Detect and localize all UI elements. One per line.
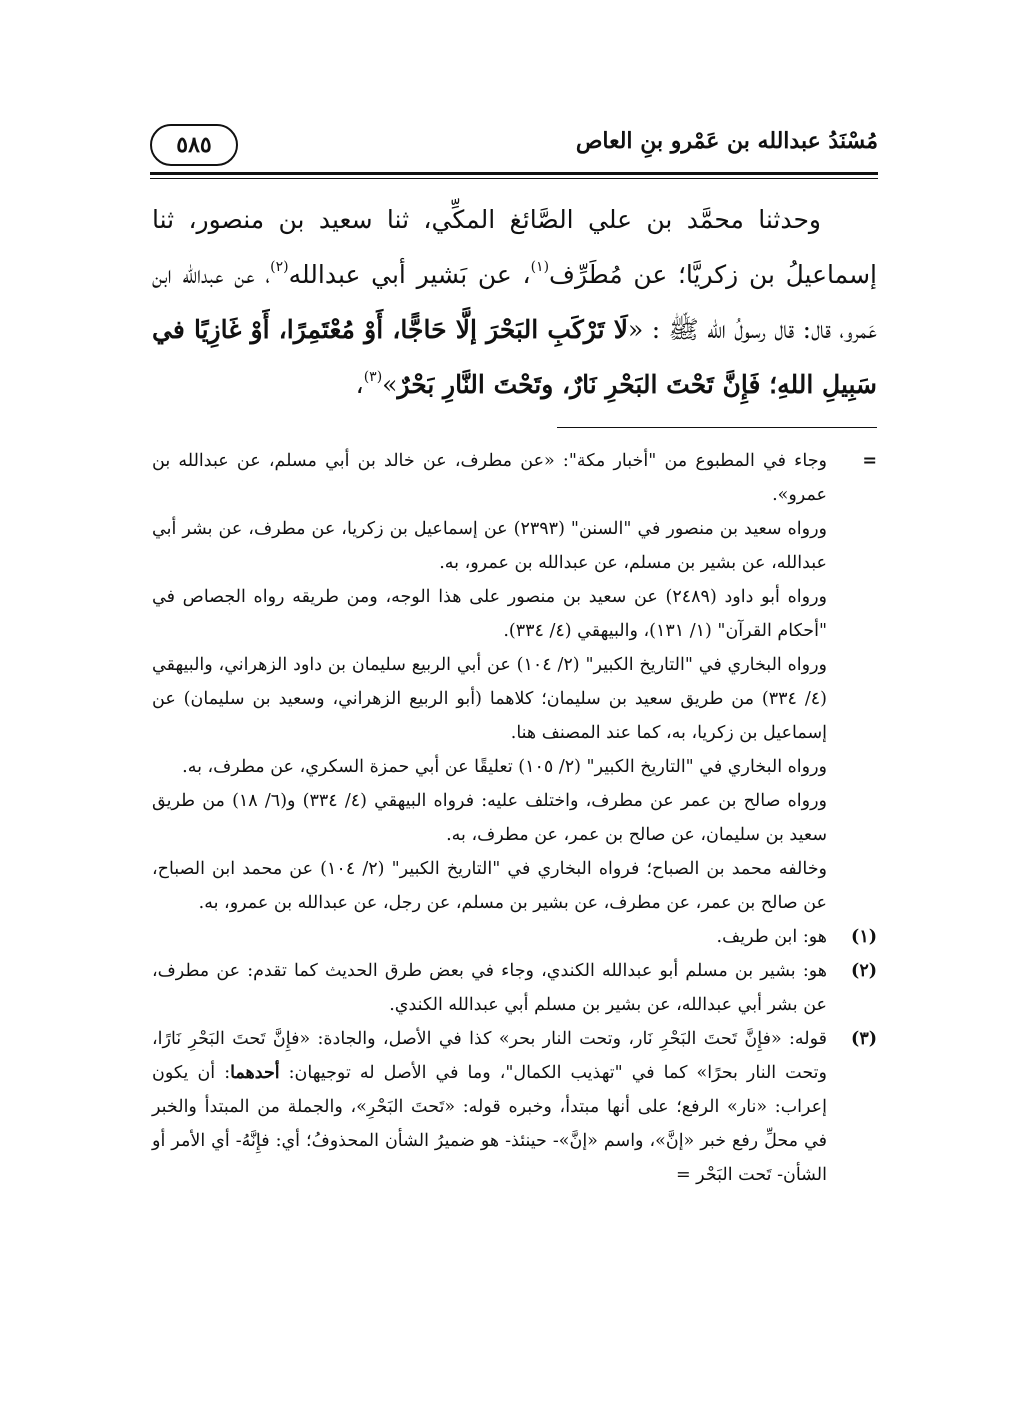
continuation-marker: =: [862, 451, 877, 471]
footnote-text-part-a: قوله: «فإِنَّ تَحتَ البَحْرِ نَار، وتحت النار بحر» كذا في الأصل، والجادة: «فإِنَّ تَحتَ البَحْرِ نَارًا، وتحت النار بحرًا» كما في "تهذيب الكمال"، وما في الأصل له توجيهان:: [152, 1029, 827, 1083]
footnote-ref-3: (٣): [363, 369, 383, 385]
continuation-paragraph: وخالفه محمد بن الصباح؛ فرواه البخاري في "التاريخ الكبير" (٢/ ١٠٤) عن محمد ابن الصباح، عن صالح بن عمر، عن مطرف، عن بشير بن مسلم، عن رجل، عن عبدالله بن عمرو، به.: [152, 859, 827, 913]
footnote-marker: (١): [851, 927, 877, 947]
footnote-text: [152, 1022, 827, 1192]
footnote-ref-2: (٢): [270, 259, 289, 275]
footnote-1: [152, 920, 877, 954]
footnote-text: هو: ابن طريف.: [716, 927, 827, 947]
main-text-part-1: وحدثنا محمَّد بن علي الصَّائغ المكِّي، ثنا سعيد بن منصور، ثنا إسماعيلُ بن زكريَّا؛ عن مُطَرِّف: [152, 205, 877, 289]
footnote-marker: (٢): [851, 961, 877, 981]
continuation-paragraph: ورواه البخاري في "التاريخ الكبير" (٢/ ١٠٤) عن أبي الربيع سليمان بن داود الزهراني، والبيهقي (٤/ ٣٣٤) من طريق سعيد بن سليمان؛ كلاهما (أبو الربيع الزهراني، وسعيد بن سليمان) عن إسماعيل بن زكريا، به، كما عند المصنف هنا.: [152, 655, 827, 743]
hadith-text: لَا تَرْكَبِ البَحْرَ إلَّا حَاجًّا، أَوْ مُعْتَمِرًا، أَوْ غَازِيًا في سَبِيلِ اللهِ؛ فَإِنَّ تَحْتَ البَحْرِ نَارٌ، وتَحْتَ النَّارِ بَحْرٌ: [152, 315, 877, 399]
continuation-body: [152, 444, 827, 920]
continuation-paragraph: ورواه سعيد بن منصور في "السنن" (٢٣٩٣) عن إسماعيل بن زكريا، عن مطرف، عن بشر أبي عبدالله، عن بشير بن مسلم، عن عبدالله بن عمرو، به.: [152, 519, 827, 573]
page-number: ٥٨٥: [150, 124, 238, 166]
running-title: مُسْنَدُ عبدالله بن عَمْرو بنِ العاص: [575, 128, 878, 154]
main-text-part-3: ، عن عبدالله ابن عَمرو، قال: قال رسولُ الله ﷺ : «: [152, 260, 877, 344]
main-text-part-4: ،: [355, 370, 364, 399]
footnote-ref-1: (١): [530, 259, 550, 275]
continuation-paragraph: ورواه البخاري في "التاريخ الكبير" (٢/ ١٠٥) تعليقًا عن أبي حمزة السكري، عن مطرف، به.: [182, 757, 827, 777]
footnote-continuation: [152, 444, 877, 920]
footnote-text: هو: بشير بن مسلم أبو عبدالله الكندي، وجاء في بعض طرق الحديث كما تقدم: عن مطرف، عن بشر أبي عبدالله، عن بشير بن مسلم أبي عبدالله الكندي.: [152, 961, 827, 1015]
main-text: [152, 192, 877, 412]
main-text-part-2: ، عن بَشير أبي عبدالله: [288, 260, 531, 289]
footnote-marker: (٣): [851, 1029, 877, 1049]
page-header: [150, 118, 878, 178]
footnote-text-part-b: : أن يكون إعراب: «نار» الرفع؛ على أنها مبتدأ، وخبره قوله: «تَحتَ البَحْرِ»، والجملة من المبتدأ والخبر في محلِّ رفع خبر «إنَّ»، واسم «إنَّ»- حينئذ- هو ضميرُ الشأن المحذوفُ؛ أي: فإِنَّهُ- أي الأمر أو الشأن- تَحت البَحْر =: [152, 1063, 827, 1185]
continuation-paragraph: وجاء في المطبوع من "أخبار مكة": «عن مطرف، عن خالد بن أبي مسلم، عن عبدالله بن عمرو».: [152, 451, 827, 505]
header-rule-thick: [150, 172, 878, 175]
main-paragraph: وحدثنا محمَّد بن علي الصَّائغ المكِّي، ثنا سعيد بن منصور، ثنا إسماعيلُ بن زكريَّا؛ عن مُطَرِّف$^{(١)}$، عن بَشير أبي عبدالله$^{(٢)}$، عن عبدالله ابن عَمرو، قال: قال رسولُ الله ﷺ : «لَا تَرْكَبِ البَحْرَ إلَّا حَاجًّا، أَوْ مُعْتَمِرًا، أَوْ غَازِيًا في سَبِيلِ اللهِ؛ فَإِنَّ تَحْتَ البَحْرِ نَارٌ، وتَحْتَ النَّارِ بَحْرٌ»$^{(٣)}$،: [152, 205, 877, 399]
footnote-separator: [557, 427, 877, 428]
header-rule-thin: [150, 178, 878, 179]
footnotes: [152, 444, 877, 1192]
footnote-2: [152, 954, 877, 1022]
continuation-paragraph: ورواه أبو داود (٢٤٨٩) عن سعيد بن منصور على هذا الوجه، ومن طريقه رواه الجصاص في "أحكام القرآن" (١/ ١٣١)، والبيهقي (٤/ ٣٣٤).: [152, 587, 827, 641]
footnote-bold-term: أحدهما: [230, 1063, 280, 1083]
footnote-3: [152, 1022, 877, 1192]
continuation-paragraph: ورواه صالح بن عمر عن مطرف، واختلف عليه: فرواه البيهقي (٤/ ٣٣٤) و(٦/ ١٨) من طريق سعيد بن سليمان، عن صالح بن عمر، عن مطرف، به.: [152, 791, 828, 845]
